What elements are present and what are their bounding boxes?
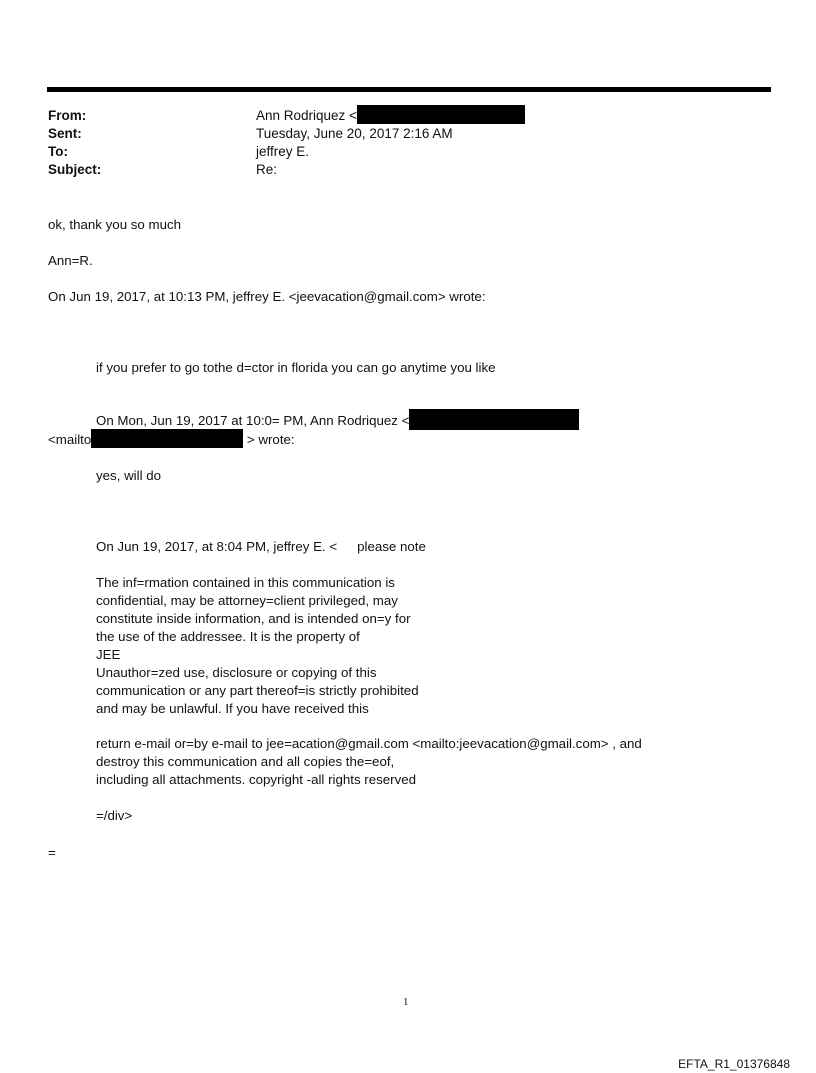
disclaimer-line: the use of the addressee. It is the property of xyxy=(96,629,360,644)
from-name: Ann Rodriquez < xyxy=(256,108,357,123)
disclaimer-line: The inf=rmation contained in this communication is xyxy=(96,575,395,590)
disclaimer-line: Unauthor=zed use, disclosure or copying of this xyxy=(96,665,377,680)
sent-label: Sent: xyxy=(48,126,82,141)
quote-header: On Jun 19, 2017, at 10:13 PM, jeffrey E. <jeevacation@gmail.com> wrote: xyxy=(48,289,486,304)
disclaimer-line: and may be unlawful. If you have received this xyxy=(96,701,369,716)
body-line: ok, thank you so much xyxy=(48,217,182,232)
signature-line: Ann=R. xyxy=(48,253,93,268)
redaction-box xyxy=(357,105,525,124)
from-value xyxy=(256,108,525,124)
disclaimer-line: destroy this communication and all copies the=eof, xyxy=(96,754,395,769)
body-line: if you prefer to go tothe d=ctor in florida you can go anytime you like xyxy=(96,360,496,375)
disclaimer-line: confidential, may be attorney=client privileged, may xyxy=(96,593,398,608)
from-label: From: xyxy=(48,108,87,123)
mailto-prefix: <mailto xyxy=(48,432,92,447)
body-line: yes, will do xyxy=(96,468,162,483)
wrote-text: > wrote: xyxy=(243,432,295,447)
disclaimer-line: including all attachments. copyright -all rights reserved xyxy=(96,772,417,787)
disclaimer-line: return e-mail or=by e-mail to jee=acation@gmail.com <mailto:jeevacation@gmail.com> , and xyxy=(96,736,642,751)
equals-line: = xyxy=(48,845,56,860)
quote-header-text: On Jun 19, 2017, at 8:04 PM, jeffrey E. < xyxy=(96,539,338,554)
quote-header xyxy=(96,412,579,430)
to-label: To: xyxy=(48,144,68,159)
subject-label: Subject: xyxy=(48,162,102,177)
disclaimer-line: communication or any part thereof=is strictly prohibited xyxy=(96,683,419,698)
header-rule xyxy=(47,87,771,92)
disclaimer-line: constitute inside information, and is intended on=y for xyxy=(96,611,411,626)
quote-header-text: On Mon, Jun 19, 2017 at 10:0= PM, Ann Rodriquez < xyxy=(96,413,410,428)
to-value: jeffrey E. xyxy=(256,144,310,159)
sent-value: Tuesday, June 20, 2017 2:16 AM xyxy=(256,126,453,141)
document-id: EFTA_R1_01376848 xyxy=(678,1057,790,1071)
redaction-box xyxy=(409,409,579,430)
please-note-text: please note xyxy=(357,539,426,554)
subject-value: Re: xyxy=(256,162,278,177)
div-close-line: =/div> xyxy=(96,808,133,823)
quote-header xyxy=(96,538,426,556)
page-number: 1 xyxy=(403,996,409,1008)
redaction-box xyxy=(91,429,243,448)
disclaimer-line: JEE xyxy=(96,647,121,662)
mailto-line xyxy=(48,431,295,449)
